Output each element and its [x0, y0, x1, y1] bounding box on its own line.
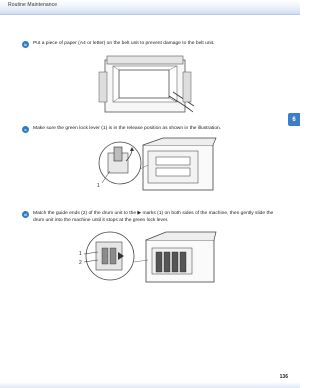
step-2-number: c — [22, 126, 29, 133]
step-3-text: Match the guide ends (2) of the drum unit to the ▶ marks (1) on both sides of the machine, then gently slide the drum unit into the machine until it stops at the green lock lever. — [33, 211, 274, 223]
footer-band — [0, 382, 300, 388]
step-3 — [22, 210, 278, 224]
chapter-tab: 6 — [288, 113, 300, 126]
step-1 — [22, 40, 272, 48]
step-1-text: Put a piece of paper (A4 or letter) on the belt unit to prevent damage to the belt unit. — [33, 41, 215, 46]
figure-lock-lever-release — [88, 135, 218, 197]
step-2-text: Make sure the green lock lever (1) is in the release position as shown in the illustration. — [33, 126, 222, 131]
step-1-number: b — [22, 41, 29, 48]
running-header-title: Routine Maintenance — [8, 2, 58, 8]
step-2 — [22, 125, 272, 133]
page-number: 136 — [279, 374, 288, 380]
step-3-number: d — [22, 211, 29, 218]
fig3-callout-1: 1 — [79, 251, 82, 257]
header-rule — [0, 14, 300, 15]
fig2-callout-1: 1 — [97, 183, 100, 189]
figure-belt-unit-paper — [95, 52, 195, 117]
figure-drum-unit-insertion — [78, 228, 218, 288]
fig3-callout-2: 2 — [79, 260, 82, 266]
